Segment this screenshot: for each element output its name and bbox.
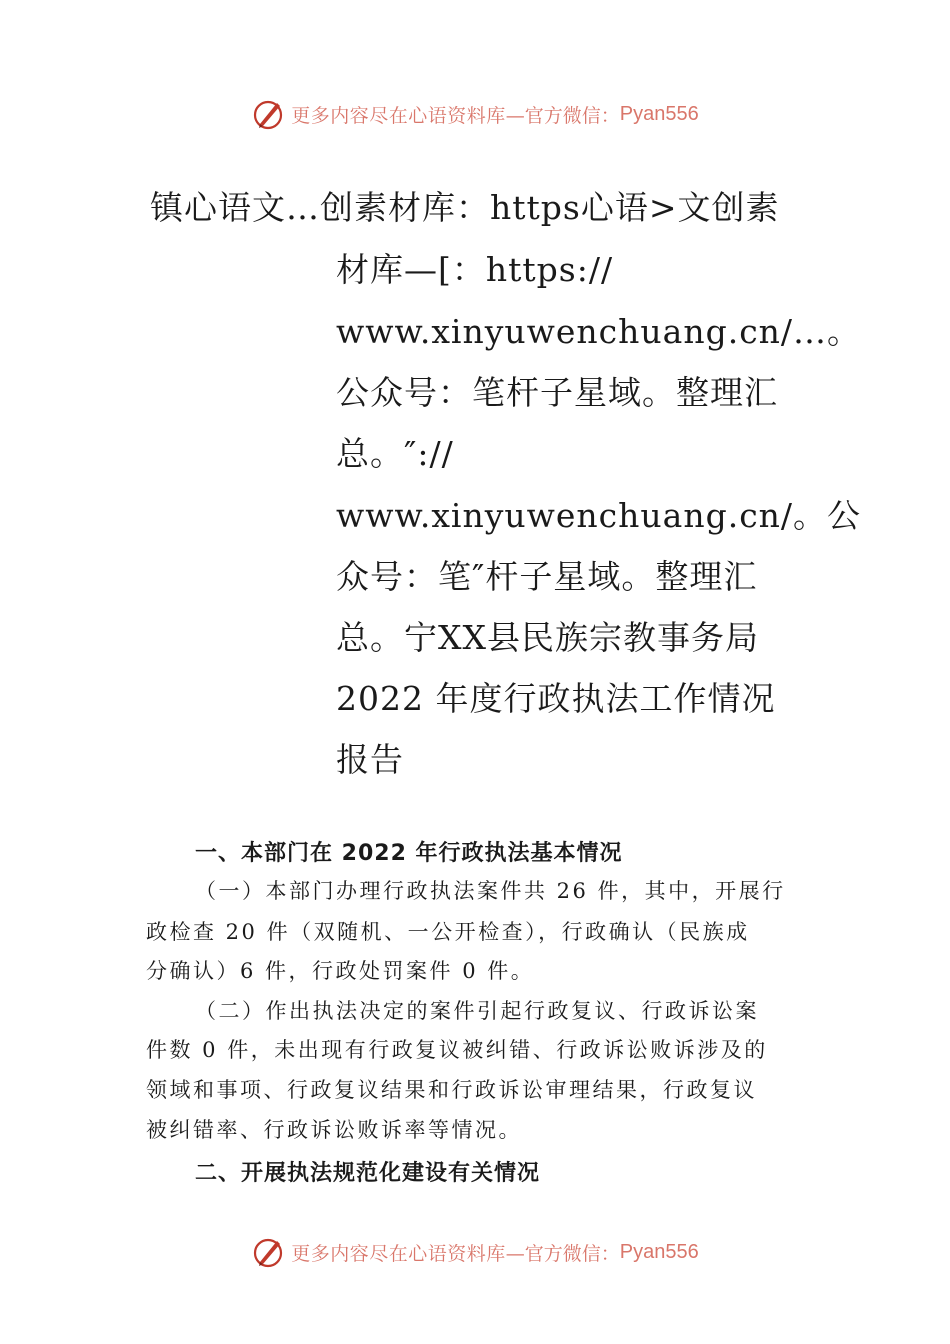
title-line: 众号：笔″杆子星域。整理汇 [336, 557, 758, 596]
banner-text: 更多内容尽在心语资料库 [291, 104, 506, 127]
title-line: 总。″:// [336, 434, 454, 473]
title-line: 报告 [336, 740, 404, 779]
paragraph-line: 被纠错率、行政诉讼败诉率等情况。 [146, 1118, 522, 1142]
paragraph-line: 政检查 20 件（双随机、一公开检查），行政确认（民族成 [146, 920, 750, 944]
title-line: 镇心语文…创素材库：https心语>文创素 [150, 188, 780, 227]
paragraph-line: 领域和事项、行政复议结果和行政诉讼审理结果，行政复议 [146, 1078, 757, 1102]
section-2-heading: 二、开展执法规范化建设有关情况 [195, 1161, 541, 1186]
title-line: www.xinyuwenchuang.cn/…。 [336, 312, 862, 351]
title-line: 总。宁XX县民族宗教事务局 [336, 618, 759, 657]
paragraph-line: （二）作出执法决定的案件引起行政复议、行政诉讼案 [195, 999, 759, 1023]
paragraph-line: 件数 0 件，未出现有行政复议被纠错、行政诉讼败诉涉及的 [146, 1038, 768, 1062]
title-line: 材库—[：https:// [336, 250, 614, 289]
paragraph-line: 分确认）6 件，行政处罚案件 0 件。 [146, 959, 535, 983]
section-1-heading: 一、本部门在 2022 年行政执法基本情况 [195, 841, 623, 866]
paragraph-line: （一）本部门办理行政执法案件共 26 件，其中，开展行 [195, 879, 786, 903]
banner-wechat-id: Pyan556 [619, 102, 699, 125]
title-line: 公众号：笔杆子星域。整理汇 [336, 373, 778, 412]
footer-watermark-banner [0, 1232, 950, 1272]
banner-wechat-id: Pyan556 [619, 1240, 699, 1263]
pen-logo-icon [251, 1235, 285, 1269]
banner-text: 更多内容尽在心语资料库 [291, 1242, 506, 1265]
banner-separator: —官方微信： [505, 1242, 620, 1265]
title-line: 2022 年度行政执法工作情况 [336, 679, 776, 718]
title-line: www.xinyuwenchuang.cn/。公 [336, 496, 862, 535]
pen-logo-icon [251, 97, 285, 131]
banner-separator: —官方微信： [505, 104, 620, 127]
header-watermark-banner [0, 94, 950, 134]
